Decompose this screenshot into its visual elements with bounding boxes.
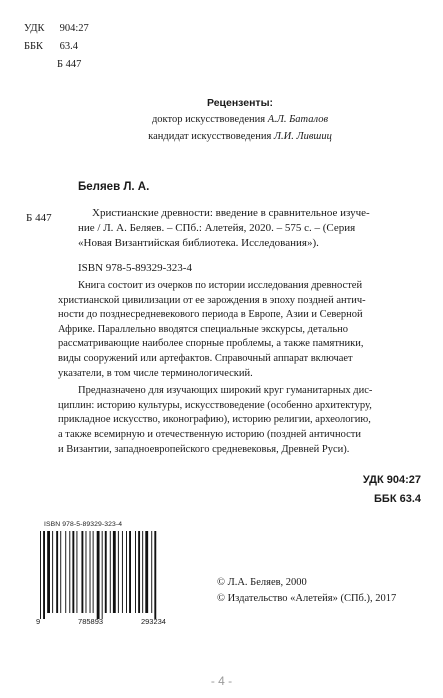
barcode-bar [56, 531, 58, 613]
annotation-line: ности до позднесредневекового периода в Европе, Азии и Северной [58, 309, 363, 321]
barcode-bar [110, 531, 111, 613]
barcode-bar [65, 531, 66, 613]
page-number: - 4 - [210, 674, 233, 688]
barcode-bar [105, 531, 107, 613]
reviewer-1 [60, 113, 420, 127]
isbn-line: ISBN 978-5-89329-323-4 [78, 262, 192, 274]
barcode-bar [135, 531, 136, 613]
barcode-bar [60, 531, 61, 613]
barcode-bar [40, 531, 41, 619]
barcode-image [38, 531, 164, 619]
barcode-digit-lead: 9 [36, 617, 41, 626]
barcode-bar [76, 531, 77, 613]
annotation-line: Африке. Параллельно вводятся специальные экскурсы, детально [58, 323, 349, 335]
reviewer-1-title: доктор искусствоведения [151, 114, 266, 125]
barcode-bar [102, 531, 103, 619]
biblio-code: Б 447 [26, 212, 52, 224]
copyright-author: © Л.А. Беляев, 2000 [217, 577, 307, 588]
barcode-bar [118, 531, 119, 613]
barcode-bar [138, 531, 140, 613]
barcode-bar [69, 531, 70, 613]
barcode-bar [43, 531, 45, 619]
annotation-line: Книга состоит из очерков по истории исследования древностей [78, 280, 363, 291]
annotation-paragraph-2 [58, 384, 423, 457]
barcode-isbn: ISBN 978-5-89329-323-4 [44, 521, 123, 528]
annotation-line: указатели, в том числе терминологический. [58, 367, 253, 379]
annotation [58, 279, 423, 457]
annotation-line: и Византии, западноевропейского средневековья, Древней Руси). [58, 443, 350, 455]
barcode-digits [36, 617, 166, 626]
barcode-bar [47, 531, 50, 613]
barcode-bar [113, 531, 116, 613]
barcode-bar [81, 531, 83, 613]
bbk-line [24, 40, 89, 54]
barcode-bar [90, 531, 91, 613]
udk-right: УДК 904:27 [362, 474, 421, 486]
author-code: Б 447 [57, 59, 82, 70]
bbk-label: ББК [24, 41, 44, 52]
reviewer-1-name: А.Л. Баталов [267, 114, 329, 125]
annotation-line: прикладное искусство, иконографию), историю религии, археологию, [58, 414, 371, 426]
reviewer-2-title: кандидат искусствоведения [148, 131, 272, 142]
barcode-bar [142, 531, 143, 613]
barcode-bar [126, 531, 127, 613]
reviewer-2 [60, 130, 420, 144]
barcode-bar [93, 531, 94, 613]
udk-value: 904:27 [59, 23, 89, 34]
barcode-bar [129, 531, 131, 613]
udk-label: УДК [24, 23, 45, 34]
barcode-bar [86, 531, 87, 613]
bbk-value: 63.4 [59, 41, 78, 52]
udk-line [24, 22, 89, 36]
author-heading: Беляев Л. А. [78, 181, 150, 193]
annotation-line: а также всемирную и отечественную историю (поздней античности [58, 428, 361, 440]
reviewers-block [60, 96, 420, 144]
annotation-line: Предназначено для изучающих широкий круг гуманитарных дис- [78, 385, 373, 397]
barcode-bar [97, 531, 100, 619]
barcode-bar [72, 531, 74, 613]
reviewers-heading: Рецензенты: [206, 97, 274, 109]
biblio-line: «Новая Византийская библиотека. Исследования»). [78, 237, 319, 249]
biblio-line: Христианские древности: введение в сравнительное изуче- [92, 207, 370, 219]
barcode-digit-group-2: 293234 [140, 617, 166, 626]
barcode-bar [122, 531, 123, 613]
barcode-bar [154, 531, 156, 619]
annotation-line: циплин: историю культуры, искусствоведение (особенно архитектуру, [58, 399, 372, 411]
biblio-line: ние / Л. А. Беляев. – СПб.: Алетейя, 2020. – 575 с. – (Серия [78, 222, 356, 234]
biblio-record [78, 206, 422, 251]
classification-block [24, 22, 89, 72]
copyright-publisher: © Издательство «Алетейя» (СПб.), 2017 [217, 593, 397, 604]
barcode-bar [151, 531, 152, 613]
bbk-right: ББК 63.4 [374, 493, 421, 505]
barcode-bar [145, 531, 148, 613]
annotation-paragraph-1 [58, 279, 423, 381]
annotation-line: виды сооружений или артефактов. Справочный аппарат включает [58, 352, 353, 364]
annotation-line: христианской цивилизации от ее зарождения в эпоху поздней антич- [58, 294, 366, 306]
reviewer-2-name: Л.И. Лившиц [273, 131, 332, 142]
barcode-digit-group-1: 785893 [78, 617, 104, 626]
barcode-bar [52, 531, 53, 613]
annotation-line: рассматривающие наиболее спорные проблемы, а также памятники, [58, 338, 364, 350]
